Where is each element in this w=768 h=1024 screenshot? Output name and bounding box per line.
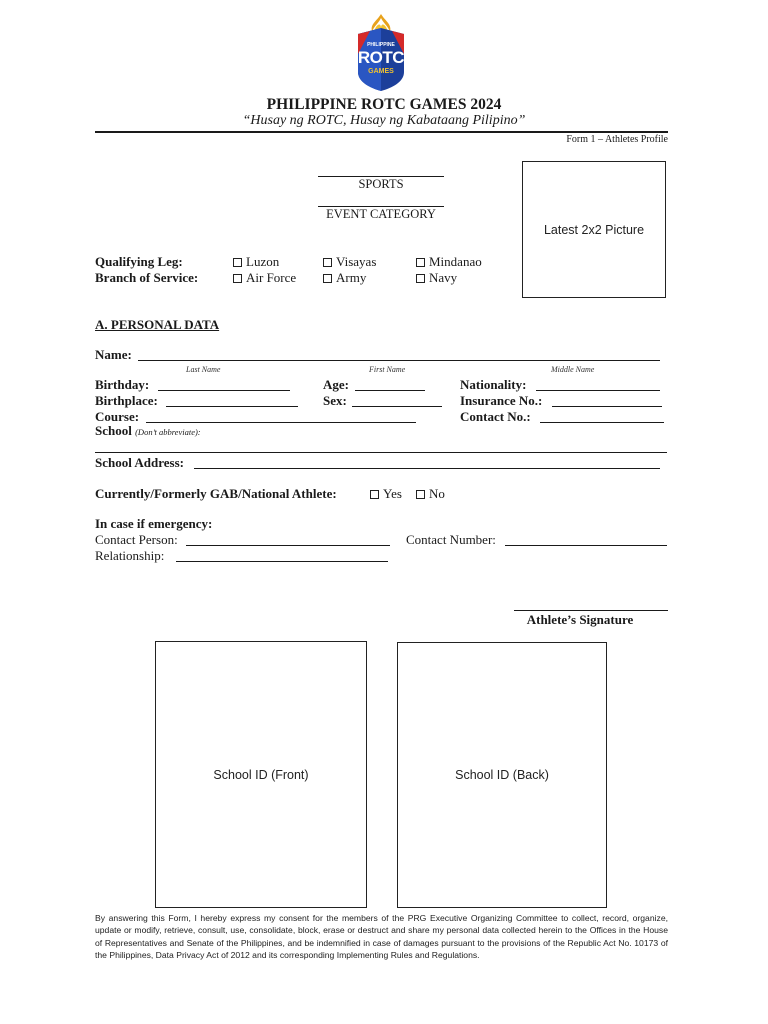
birthplace-label: Birthplace:	[95, 393, 158, 408]
emergency-heading: In case if emergency:	[95, 516, 213, 531]
insurance-no-label: Insurance No.:	[460, 393, 543, 408]
sex-field[interactable]	[352, 406, 442, 407]
checkbox-box	[323, 274, 332, 283]
last-name-caption: Last Name	[186, 365, 221, 374]
checkbox-box	[233, 274, 242, 283]
contact-no-label: Contact No.:	[460, 409, 531, 424]
checkbox-label: Visayas	[336, 254, 377, 269]
school-label	[95, 423, 201, 439]
header-rule	[95, 131, 668, 133]
school-id-back-box[interactable]	[397, 642, 607, 908]
birthday-field[interactable]	[158, 390, 290, 391]
school-field[interactable]	[95, 452, 667, 453]
checkbox-box	[416, 490, 425, 499]
checkbox-label: Air Force	[246, 270, 297, 285]
school-address-field[interactable]	[194, 468, 660, 469]
school-address-label: School Address:	[95, 455, 184, 470]
logo-text-rotc: ROTC	[357, 48, 405, 67]
sex-label: Sex:	[323, 393, 347, 408]
rotc-games-logo	[354, 12, 408, 92]
checkbox-label: Army	[336, 270, 367, 285]
picture-box[interactable]	[522, 161, 666, 298]
checkbox-mindanao[interactable]	[416, 254, 482, 270]
contact-person-field[interactable]	[186, 545, 390, 546]
sports-label: SPORTS	[358, 177, 404, 191]
checkbox-navy[interactable]	[416, 270, 457, 286]
school-label-text: School	[95, 423, 132, 438]
checkbox-box	[416, 274, 425, 283]
nationality-field[interactable]	[536, 390, 660, 391]
checkbox-label: Luzon	[246, 254, 280, 269]
logo-text-small: PHILIPPINE	[367, 42, 395, 48]
form-label: Form 1 – Athletes Profile	[566, 134, 668, 145]
consent-text: By answering this Form, I hereby express my consent for the members of the PRG Executive Organizing Committee to collect, record, organize, update or modify, retrieve, consult, use, consolidate, block, erase or destruct and share my personal data collected herein to the Offices in the House of Representatives and Senate of the Philippines, and be indemnified in case of damages pursuant to the provisions of the Republic Act No. 10173 of the Philippines, Data Privacy Act of 2012 and its corresponding Implementing Rules and Regulations.	[95, 913, 668, 960]
checkbox-luzon[interactable]	[233, 254, 279, 270]
checkbox-no[interactable]	[416, 486, 445, 502]
birthday-label: Birthday:	[95, 377, 150, 392]
age-field[interactable]	[355, 390, 425, 391]
relationship-label: Relationship:	[95, 548, 165, 563]
school-note: (Don’t abbreviate):	[135, 427, 201, 437]
checkbox-visayas[interactable]	[323, 254, 376, 270]
athlete-question-label: Currently/Formerly GAB/National Athlete:	[95, 486, 337, 501]
checkbox-label: Navy	[429, 270, 458, 285]
middle-name-caption: Middle Name	[551, 365, 595, 374]
checkbox-box	[370, 490, 379, 499]
contact-no-field[interactable]	[540, 422, 664, 423]
school-id-back-label: School ID (Back)	[455, 768, 549, 782]
qualifying-leg-label: Qualifying Leg:	[95, 254, 183, 269]
first-name-caption: First Name	[369, 365, 406, 374]
relationship-field[interactable]	[176, 561, 388, 562]
contact-number-label: Contact Number:	[406, 532, 496, 547]
nationality-label: Nationality:	[460, 377, 527, 392]
school-id-front-box[interactable]	[155, 641, 367, 908]
logo-text-games: GAMES	[368, 68, 394, 75]
age-label: Age:	[323, 377, 349, 392]
picture-box-label: Latest 2x2 Picture	[543, 222, 645, 237]
checkbox-box	[323, 258, 332, 267]
checkbox-box	[233, 258, 242, 267]
checkbox-yes[interactable]	[370, 486, 402, 502]
checkbox-label: No	[429, 486, 445, 501]
checkbox-air-force[interactable]	[233, 270, 296, 286]
signature-label: Athlete’s Signature	[526, 612, 634, 627]
contact-number-field[interactable]	[505, 545, 667, 546]
motto: “Husay ng ROTC, Husay ng Kabataang Pilipino”	[242, 113, 526, 128]
birthplace-field[interactable]	[166, 406, 298, 407]
checkbox-box	[416, 258, 425, 267]
event-category-label: EVENT CATEGORY	[326, 207, 436, 221]
insurance-no-field[interactable]	[552, 406, 662, 407]
checkbox-army[interactable]	[323, 270, 366, 286]
checkbox-label: Yes	[383, 486, 402, 501]
name-field[interactable]	[138, 360, 660, 361]
name-label: Name:	[95, 347, 132, 362]
checkbox-label: Mindanao	[429, 254, 482, 269]
contact-person-label: Contact Person:	[95, 532, 178, 547]
course-label: Course:	[95, 409, 140, 424]
section-a-title: A. PERSONAL DATA	[95, 317, 220, 332]
page-title: PHILIPPINE ROTC GAMES 2024	[266, 96, 502, 113]
signature-line[interactable]	[514, 610, 668, 611]
school-id-front-label: School ID (Front)	[213, 767, 309, 782]
branch-of-service-label: Branch of Service:	[95, 270, 199, 285]
